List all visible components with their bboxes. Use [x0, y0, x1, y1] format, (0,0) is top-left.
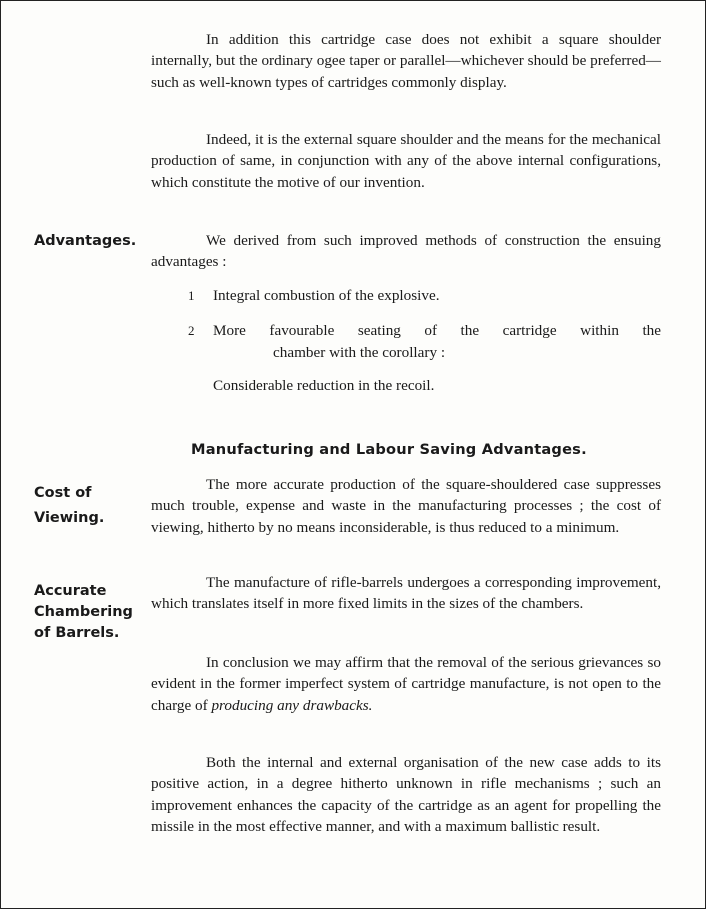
paragraph-text: The more accurate production of the square-shouldered case suppresses much trouble, expense and waste in the manufacturing processes ; the cost of viewing, hitherto by no means inconsiderable, is thus reduced to a minimum.	[151, 476, 661, 536]
paragraph-external-shoulder	[151, 129, 661, 193]
list-sub-item: Considerable reduction in the recoil.	[213, 377, 435, 394]
list-item-continuation: chamber with the corollary :	[273, 344, 446, 361]
paragraph-text: The manufacture of rifle-barrels undergoes a corresponding improvement, which translates itself in more fixed limits in the sizes of the chambers.	[151, 574, 661, 613]
paragraph-text-italic: producing any drawbacks.	[211, 696, 373, 714]
paragraph-text: Both the internal and external organisation of the new case adds to its positive action, in a degree hitherto unknown in rifle mechanisms ; such an improvement enhances the capacity of the cartridge as an agent for propelling the missile in the most effective manner, and with a maximum ballistic result.	[151, 754, 661, 835]
list-item-number: 1	[188, 288, 195, 303]
paragraph-text: In addition this cartridge case does not exhibit a square shoulder internally, but the ordinary ogee taper or parallel—whichever should be preferred—such as well-known types of cartridges commonly display.	[151, 31, 661, 91]
paragraph-rifle-barrels	[151, 572, 661, 615]
paragraph-text	[151, 652, 661, 716]
margin-note-line: Chambering	[34, 604, 133, 620]
paragraph-derived-advantages	[151, 230, 661, 273]
paragraph-organisation	[151, 752, 661, 837]
margin-note-advantages	[34, 231, 144, 252]
paragraph-text: We derived from such improved methods of construction the ensuing advantages :	[151, 232, 661, 271]
margin-note-text: Advantages.	[34, 233, 137, 249]
paragraph-conclusion	[151, 652, 661, 716]
paragraph-text: Indeed, it is the external square shoulder and the means for the mechanical production of same, in conjunction with any of the above internal configurations, which constitute the motive of our invention.	[151, 131, 661, 191]
section-heading: Manufacturing and Labour Saving Advantages.	[191, 441, 587, 458]
margin-note-line: Accurate	[34, 583, 107, 599]
margin-note-line: of Barrels.	[34, 625, 120, 641]
margin-note-cost-of-viewing	[34, 483, 144, 529]
list-item-number: 2	[188, 323, 195, 338]
paragraph-text-main: In conclusion we may affirm that the removal of the serious grievances so evident in the former imperfect system of cartridge manufacture, is not open to the charge of	[151, 654, 661, 714]
paragraph-internal-taper	[151, 29, 661, 93]
paragraph-cost-of-viewing	[151, 474, 661, 538]
margin-note-line: Cost of	[34, 485, 92, 501]
list-item-text: More favourable seating of the cartridge within the	[213, 322, 661, 339]
margin-note-line: Viewing.	[34, 510, 105, 526]
list-item-text: Integral combustion of the explosive.	[213, 287, 440, 304]
margin-note-accurate-chambering	[34, 581, 144, 644]
